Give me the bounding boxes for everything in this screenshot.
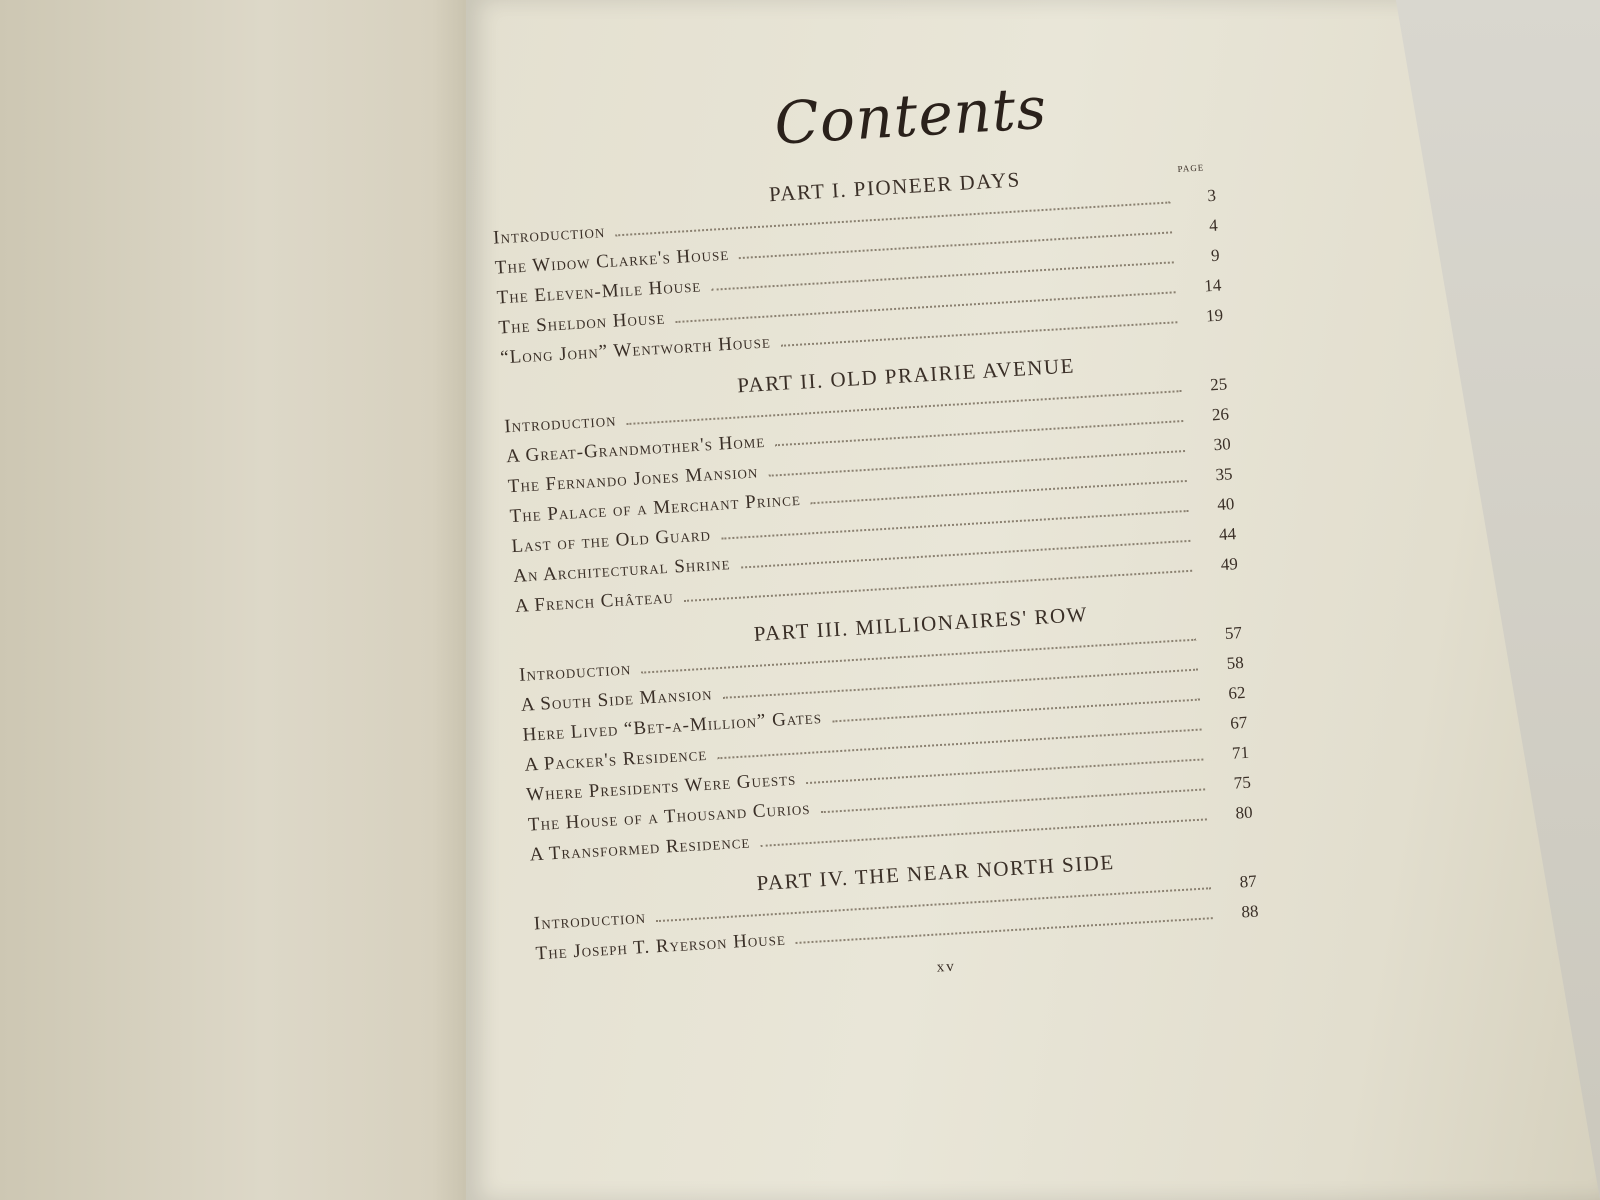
entry-page: 40 [1216, 494, 1235, 515]
entry-title: Where Presidents Were Guests [525, 768, 797, 806]
contents-page [468, 36, 1372, 1184]
entry-page: 57 [1224, 622, 1243, 643]
part-heading: PART II. OLD PRAIRIE AVENUE [736, 353, 1076, 398]
entry-title: The Palace of a Merchant Prince [509, 488, 802, 528]
entry-title: The Eleven-Mile House [496, 275, 702, 309]
left-page [0, 0, 480, 1200]
page-folio: xv [936, 958, 957, 976]
entry-page: 88 [1240, 901, 1260, 922]
entry-page: 9 [1210, 245, 1221, 266]
entry-title: A Packer's Residence [523, 743, 708, 776]
entry-title: The Sheldon House [497, 307, 666, 339]
entry-title: A South Side Mansion [520, 683, 714, 716]
entry-title: The House of a Thousand Curios [527, 797, 812, 836]
page-title: Contents [772, 73, 1049, 158]
entry-title: The Joseph T. Ryerson House [535, 928, 787, 965]
part-heading: PART IV. THE NEAR NORTH SIDE [755, 849, 1116, 896]
entry-page: 71 [1231, 742, 1250, 763]
entry-page: 4 [1208, 215, 1219, 236]
entry-title: An Architectural Shrine [512, 553, 732, 588]
entry-title: Introduction [492, 221, 606, 249]
entry-title: Introduction [518, 658, 632, 686]
entry-page: 44 [1218, 524, 1237, 545]
entry-page: 30 [1213, 434, 1232, 455]
part-3 [501, 587, 1354, 875]
entry-page: 80 [1235, 802, 1254, 823]
entry-title: Introduction [503, 409, 618, 438]
part-heading-text: PART I. PIONEER DAYS [768, 167, 1022, 207]
entry-page: 14 [1203, 275, 1222, 296]
entry-title: Here Lived “Bet-a-Million” Gates [522, 707, 823, 746]
entry-page: 25 [1209, 374, 1228, 395]
page-column-label: PAGE [1177, 162, 1205, 174]
part-2 [486, 339, 1339, 627]
entry-page: 75 [1233, 772, 1252, 793]
part-1 [475, 150, 1324, 379]
entry-title: A Great-Grandmother's Home [505, 430, 766, 468]
entry-title: The Widow Clarke's House [494, 243, 730, 279]
entry-page: 62 [1227, 682, 1247, 703]
entry-page: 67 [1229, 712, 1248, 733]
part-heading: PART III. MILLIONAIRES' ROW [753, 602, 1089, 646]
entry-page: 58 [1226, 652, 1245, 673]
entry-title: A French Château [514, 586, 675, 617]
entry-title: Introduction [533, 906, 647, 935]
entry-page: 3 [1206, 185, 1217, 206]
entry-page: 87 [1239, 871, 1258, 892]
entry-title: “Long John” Wentworth House [499, 331, 772, 369]
entry-page: 26 [1211, 404, 1230, 425]
entry-title: A Transformed Residence [529, 831, 751, 866]
entry-page: 49 [1220, 554, 1239, 575]
entry-page: 35 [1214, 464, 1234, 485]
entry-page: 19 [1205, 305, 1224, 326]
entry-title: The Fernando Jones Mansion [507, 461, 759, 498]
entry-title: Last of the Old Guard [510, 524, 712, 558]
